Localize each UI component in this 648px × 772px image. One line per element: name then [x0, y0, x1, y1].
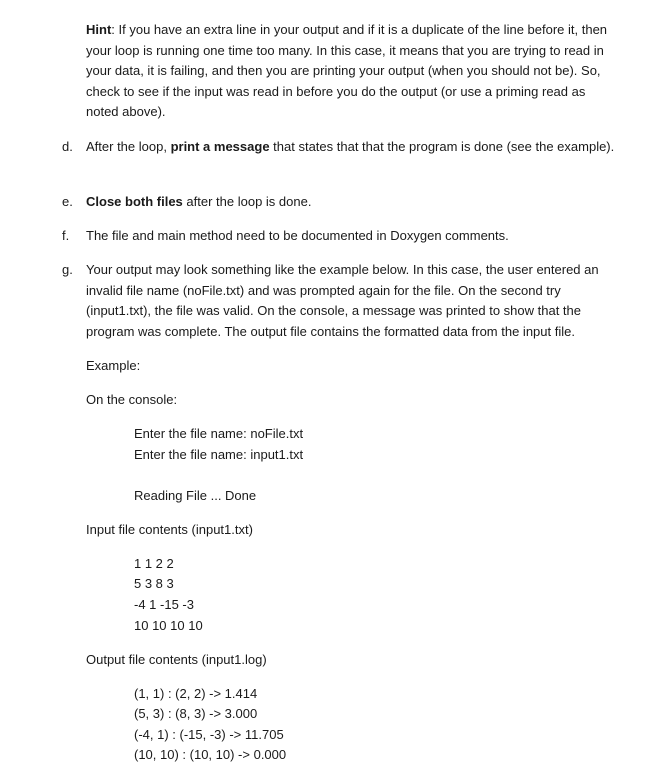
output-file-label: Output file contents (input1.log) — [86, 652, 267, 667]
text-run: After the loop, — [86, 139, 171, 154]
console-line: Enter the file name: input1.txt — [134, 447, 304, 462]
input-line: -4 1 -15 -3 — [134, 597, 194, 612]
list-item-text — [86, 192, 616, 213]
console-line: Enter the file name: noFile.txt — [134, 426, 304, 441]
output-line: (10, 10) : (10, 10) -> 0.000 — [134, 747, 287, 762]
output-line: (5, 3) : (8, 3) -> 3.000 — [134, 706, 258, 721]
hint-paragraph — [86, 20, 621, 123]
input-line: 1 1 2 2 — [134, 556, 174, 571]
output-line: (-4, 1) : (-15, -3) -> 11.705 — [134, 727, 284, 742]
list-item-text: Your output may look something like the example below. In this case, the user entered an invalid file name (noFile.txt) and was prompted again for the file. On the second try (input1.txt), the file was valid. On the console, a message was printed to show that the program was complete. The output file contains the formatted data from the input file. — [86, 262, 599, 339]
list-item-text: The file and main method need to be documented in Doxygen comments. — [86, 228, 509, 243]
console-done-line: Reading File ... Done — [134, 488, 257, 503]
console-label: On the console: — [86, 392, 178, 407]
text-run: that states that that the program is done (see the example). — [269, 139, 615, 154]
list-marker: d. — [62, 139, 73, 154]
list-item-text — [86, 137, 616, 158]
list-marker: f. — [62, 228, 70, 243]
list-marker: g. — [62, 262, 73, 277]
text-run: after the loop is done. — [182, 194, 312, 209]
output-line: (1, 1) : (2, 2) -> 1.414 — [134, 686, 258, 701]
input-file-label: Input file contents (input1.txt) — [86, 522, 253, 537]
bold-text-run: Close both files — [86, 194, 183, 209]
hint-label: Hint — [86, 22, 112, 37]
example-label: Example: — [86, 358, 141, 373]
bold-text-run: print a message — [170, 139, 270, 154]
list-marker: e. — [62, 194, 73, 209]
input-line: 5 3 8 3 — [134, 576, 174, 591]
input-line: 10 10 10 10 — [134, 618, 203, 633]
hint-text: : If you have an extra line in your output and if it is a duplicate of the line before it, then your loop is running one time too many. In this case, it means that you are trying to read in your data, it is failing, and then you are printing your output (when you should not be). So, check to see if the input was read in before you do the output (or use a priming read as noted above). — [86, 22, 608, 119]
